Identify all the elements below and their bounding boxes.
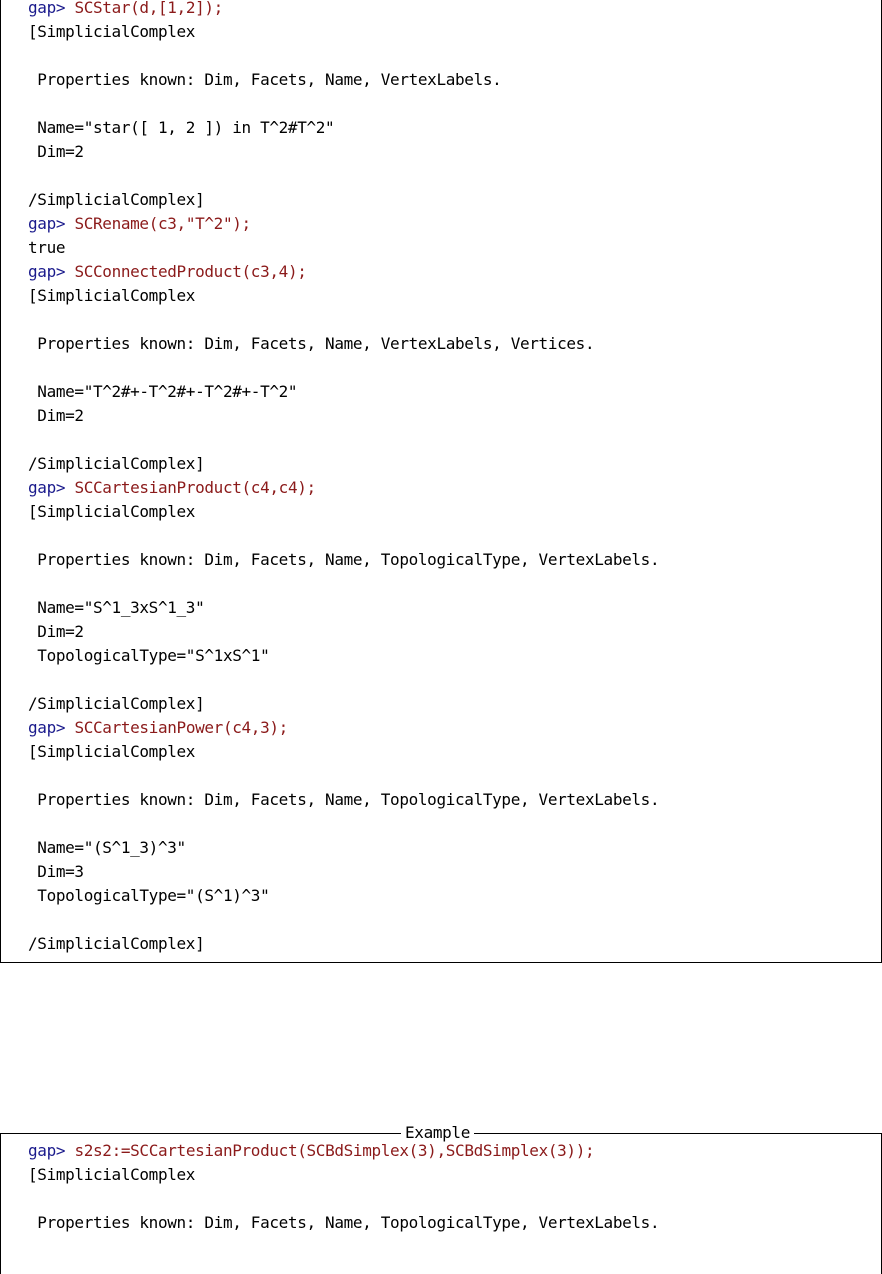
output-text: Properties known: Dim, Facets, Name, TopologicalType, VertexLabels.	[28, 790, 660, 809]
output-line	[28, 908, 659, 932]
gap-prompt: gap>	[28, 478, 66, 497]
output-line	[28, 332, 659, 356]
output-line	[28, 524, 659, 548]
example-box-2	[0, 1123, 882, 1274]
output-line	[28, 548, 659, 572]
gap-prompt: gap>	[28, 214, 66, 233]
gap-prompt: gap>	[28, 0, 66, 17]
output-line	[28, 620, 659, 644]
command-text: SCCartesianPower(c4,3);	[74, 718, 288, 737]
output-text: Dim=2	[28, 622, 84, 641]
output-line	[28, 236, 659, 260]
output-text: /SimplicialComplex]	[28, 454, 205, 473]
output-text: Dim=2	[28, 142, 84, 161]
output-line	[28, 356, 659, 380]
output-line	[28, 812, 659, 836]
output-text: [SimplicialComplex	[28, 22, 196, 41]
output-text: Name="S^1_3xS^1_3"	[28, 598, 205, 617]
output-line	[28, 452, 659, 476]
output-line	[28, 596, 659, 620]
output-line	[28, 404, 659, 428]
output-line	[28, 20, 659, 44]
output-line	[28, 380, 659, 404]
output-line	[28, 1187, 659, 1211]
command-line	[28, 716, 659, 740]
gap-prompt: gap>	[28, 718, 66, 737]
output-line	[28, 1211, 659, 1235]
output-line	[28, 740, 659, 764]
output-text: [SimplicialComplex	[28, 286, 196, 305]
output-line	[28, 860, 659, 884]
output-line	[28, 764, 659, 788]
output-line	[28, 308, 659, 332]
code-lines	[28, 0, 659, 956]
output-line	[28, 692, 659, 716]
command-line	[28, 212, 659, 236]
output-line	[28, 140, 659, 164]
command-text: SCCartesianProduct(c4,c4);	[74, 478, 316, 497]
command-line	[28, 0, 659, 20]
output-text: Properties known: Dim, Facets, Name, VertexLabels.	[28, 70, 502, 89]
output-text: /SimplicialComplex]	[28, 694, 205, 713]
command-line	[28, 1139, 659, 1163]
output-line	[28, 500, 659, 524]
output-text: /SimplicialComplex]	[28, 190, 205, 209]
command-text: SCStar(d,[1,2]);	[74, 0, 223, 17]
output-text: Dim=2	[28, 406, 84, 425]
command-text: SCConnectedProduct(c3,4);	[74, 262, 307, 281]
command-text: s2s2:=SCCartesianProduct(SCBdSimplex(3),SCBdSimplex(3));	[74, 1141, 595, 1160]
output-line	[28, 836, 659, 860]
output-line	[28, 44, 659, 68]
example-caption: Example	[401, 1121, 474, 1145]
output-line	[28, 284, 659, 308]
output-line	[28, 1163, 659, 1187]
output-text: Name="(S^1_3)^3"	[28, 838, 186, 857]
output-text: Name="star([ 1, 2 ]) in T^2#T^2"	[28, 118, 335, 137]
output-line	[28, 428, 659, 452]
output-text: Properties known: Dim, Facets, Name, TopologicalType, VertexLabels.	[28, 550, 660, 569]
code-lines	[28, 1139, 659, 1235]
output-text: Properties known: Dim, Facets, Name, TopologicalType, VertexLabels.	[28, 1213, 660, 1232]
output-text: Properties known: Dim, Facets, Name, VertexLabels, Vertices.	[28, 334, 595, 353]
output-line	[28, 572, 659, 596]
output-line	[28, 164, 659, 188]
gap-prompt: gap>	[28, 1141, 66, 1160]
output-text: TopologicalType="S^1xS^1"	[28, 646, 270, 665]
output-text: TopologicalType="(S^1)^3"	[28, 886, 270, 905]
command-line	[28, 260, 659, 284]
output-text: true	[28, 238, 66, 257]
output-text: Dim=3	[28, 862, 84, 881]
output-line	[28, 668, 659, 692]
output-text: [SimplicialComplex	[28, 1165, 196, 1184]
output-text: [SimplicialComplex	[28, 502, 196, 521]
output-line	[28, 68, 659, 92]
output-line	[28, 644, 659, 668]
output-text: Name="T^2#+-T^2#+-T^2#+-T^2"	[28, 382, 298, 401]
output-line	[28, 92, 659, 116]
output-line	[28, 116, 659, 140]
output-line	[28, 884, 659, 908]
output-line	[28, 932, 659, 956]
output-line	[28, 788, 659, 812]
output-text: [SimplicialComplex	[28, 742, 196, 761]
gap-prompt: gap>	[28, 262, 66, 281]
command-text: SCRename(c3,"T^2");	[74, 214, 251, 233]
output-line	[28, 188, 659, 212]
output-text: /SimplicialComplex]	[28, 934, 205, 953]
command-line	[28, 476, 659, 500]
